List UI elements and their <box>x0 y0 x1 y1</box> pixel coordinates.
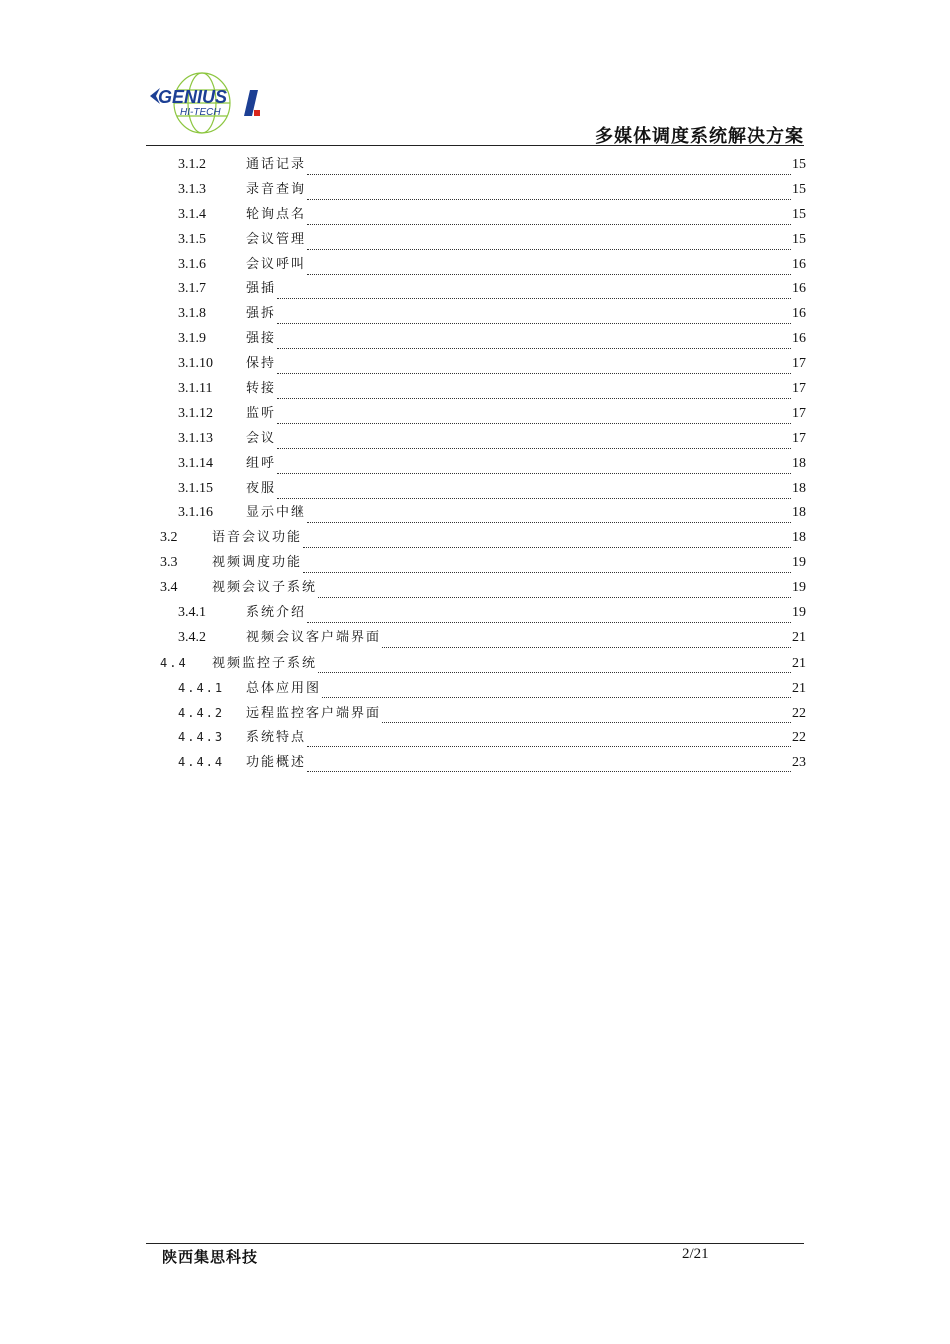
toc-entry-number: 3.1.7 <box>178 281 206 297</box>
toc-entry-number: 3.1.8 <box>178 306 206 322</box>
toc-entry-page: 15 <box>792 157 806 172</box>
toc-entry-number: 3.1.3 <box>178 181 206 197</box>
toc-leader-dots <box>382 710 791 723</box>
toc-entry-number: 3.1.12 <box>178 405 213 421</box>
footer-company: 陕西集思科技 <box>162 1248 259 1266</box>
toc-entry-title: 强接 <box>246 331 277 347</box>
toc-entry-page: 18 <box>792 480 806 496</box>
toc-entry[interactable] <box>160 452 806 477</box>
toc-entry-number: 3.1.11 <box>178 381 213 397</box>
toc-entry-page: 17 <box>792 430 806 446</box>
toc-entry[interactable] <box>160 377 806 402</box>
toc-entry[interactable] <box>160 153 806 178</box>
toc-entry-title: 系统介绍 <box>246 605 307 621</box>
toc-entry[interactable] <box>160 178 806 203</box>
toc-entry-page: 22 <box>792 730 806 746</box>
toc-entry-title: 组呼 <box>246 455 277 471</box>
toc-leader-dots <box>307 510 791 523</box>
toc-entry-page: 21 <box>792 680 806 696</box>
toc-entry-title: 视频调度功能 <box>212 555 303 571</box>
toc-entry-title: 总体应用图 <box>246 680 322 696</box>
toc-entry-title: 通话记录 <box>246 157 307 172</box>
toc-entry-page: 16 <box>792 331 806 347</box>
toc-entry-title: 强插 <box>246 281 277 297</box>
toc-leader-dots <box>303 535 791 548</box>
toc-entry-page: 18 <box>792 505 806 521</box>
toc-entry-title: 显示中继 <box>246 505 307 521</box>
toc-entry-page: 17 <box>792 381 806 397</box>
toc-entry-title: 远程监控客户端界面 <box>246 705 382 721</box>
toc-entry-title: 会议管理 <box>246 231 307 247</box>
toc-entry-title: 录音查询 <box>246 181 307 197</box>
toc-entry[interactable] <box>160 526 806 551</box>
toc-entry[interactable] <box>160 302 806 327</box>
toc-entry-page: 15 <box>792 206 806 222</box>
header-divider <box>146 145 804 146</box>
toc-entry[interactable] <box>160 327 806 352</box>
toc-entry-title: 转接 <box>246 381 277 397</box>
toc-leader-dots <box>307 162 791 175</box>
page-number: 2/21 <box>682 1246 709 1262</box>
toc-entry-number: 3.1.15 <box>178 480 213 496</box>
toc-entry-title: 视频会议子系统 <box>212 580 318 596</box>
toc-entry-page: 23 <box>792 755 806 771</box>
toc-leader-dots <box>277 461 791 474</box>
svg-text:GENIUS: GENIUS <box>158 87 228 107</box>
toc-entry-page: 19 <box>792 555 806 571</box>
toc-entry-number: 3.1.16 <box>178 505 213 521</box>
toc-entry-title: 视频会议客户端界面 <box>246 629 382 645</box>
toc-entry-page: 21 <box>792 655 806 671</box>
toc-entry-number: 4.4 <box>160 655 188 670</box>
toc-entry-title: 语音会议功能 <box>212 530 303 546</box>
document-title: 多媒体调度系统解决方案 <box>595 126 804 147</box>
toc-leader-dots <box>277 361 791 374</box>
toc-entry[interactable] <box>160 626 806 651</box>
toc-leader-dots <box>322 685 791 698</box>
toc-entry[interactable] <box>160 277 806 302</box>
toc-entry-page: 15 <box>792 181 806 197</box>
toc-entry-number: 3.1.5 <box>178 231 206 247</box>
toc-entry-title: 监听 <box>246 405 277 421</box>
toc-entry[interactable] <box>160 725 806 750</box>
toc-entry-title: 系统特点 <box>246 730 307 746</box>
toc-leader-dots <box>277 436 791 449</box>
toc-leader-dots <box>277 286 791 299</box>
toc-entry-number: 3.3 <box>160 555 178 571</box>
toc-entry-page: 19 <box>792 580 806 596</box>
toc-leader-dots <box>307 187 791 200</box>
toc-entry-page: 18 <box>792 530 806 546</box>
toc-entry-number: 3.1.14 <box>178 455 213 471</box>
toc-leader-dots <box>277 386 791 399</box>
footer-divider <box>146 1243 804 1244</box>
toc-entry[interactable] <box>160 651 806 676</box>
toc-entry-number: 4.4.4 <box>178 755 225 770</box>
svg-text:HI-TECH: HI-TECH <box>180 107 221 118</box>
toc-entry-number: 3.2 <box>160 530 178 546</box>
toc-entry[interactable] <box>160 427 806 452</box>
toc-leader-dots <box>277 486 791 499</box>
toc-leader-dots <box>303 560 791 573</box>
toc-entry-title: 会议呼叫 <box>246 256 307 272</box>
toc-leader-dots <box>277 336 791 349</box>
toc-entry[interactable] <box>160 701 806 726</box>
toc-entry-title: 功能概述 <box>246 755 307 771</box>
toc-leader-dots <box>307 237 791 250</box>
toc-entry-number: 3.1.6 <box>178 256 206 272</box>
toc-entry-page: 17 <box>792 405 806 421</box>
toc-entry-page: 16 <box>792 256 806 272</box>
toc-entry[interactable] <box>160 601 806 626</box>
toc-entry-number: 3.1.10 <box>178 356 213 372</box>
toc-entry-number: 4.4.3 <box>178 730 225 745</box>
toc-entry[interactable] <box>160 203 806 228</box>
table-of-contents <box>160 153 806 775</box>
toc-entry[interactable] <box>160 750 806 775</box>
toc-entry[interactable] <box>160 676 806 701</box>
toc-entry-page: 19 <box>792 605 806 621</box>
toc-entry-number: 3.1.9 <box>178 331 206 347</box>
toc-entry-page: 18 <box>792 455 806 471</box>
toc-entry[interactable] <box>160 402 806 427</box>
toc-leader-dots <box>307 734 791 747</box>
toc-leader-dots <box>307 610 791 623</box>
toc-entry[interactable] <box>160 576 806 601</box>
toc-entry-page: 21 <box>792 629 806 645</box>
toc-leader-dots <box>382 635 791 648</box>
toc-entry-title: 会议 <box>246 430 277 446</box>
toc-entry-page: 15 <box>792 231 806 247</box>
toc-entry-number: 3.4.2 <box>178 629 206 645</box>
toc-entry[interactable] <box>160 477 806 502</box>
toc-entry-number: 3.1.2 <box>178 157 206 172</box>
toc-entry-title: 视频监控子系统 <box>212 655 318 671</box>
toc-leader-dots <box>307 759 791 772</box>
toc-entry-page: 16 <box>792 281 806 297</box>
toc-entry-page: 17 <box>792 356 806 372</box>
toc-entry[interactable] <box>160 253 806 278</box>
toc-entry-number: 4.4.1 <box>178 680 225 695</box>
toc-entry-number: 4.4.2 <box>178 705 225 720</box>
toc-leader-dots <box>307 262 791 275</box>
toc-entry-page: 16 <box>792 306 806 322</box>
toc-entry[interactable] <box>160 501 806 526</box>
toc-entry-title: 保持 <box>246 356 277 372</box>
toc-leader-dots <box>318 585 791 598</box>
toc-entry-number: 3.4.1 <box>178 605 206 621</box>
toc-leader-dots <box>277 311 791 324</box>
toc-entry[interactable] <box>160 228 806 253</box>
toc-leader-dots <box>277 411 791 424</box>
toc-leader-dots <box>318 660 791 673</box>
toc-leader-dots <box>307 212 791 225</box>
toc-entry-number: 3.1.4 <box>178 206 206 222</box>
toc-entry-title: 强拆 <box>246 306 277 322</box>
toc-entry-number: 3.4 <box>160 580 178 596</box>
toc-entry-page: 22 <box>792 705 806 721</box>
toc-entry-title: 夜服 <box>246 480 277 496</box>
toc-entry[interactable] <box>160 352 806 377</box>
toc-entry-number: 3.1.13 <box>178 430 213 446</box>
toc-entry-title: 轮询点名 <box>246 206 307 222</box>
toc-entry[interactable] <box>160 551 806 576</box>
company-logo <box>146 70 276 136</box>
